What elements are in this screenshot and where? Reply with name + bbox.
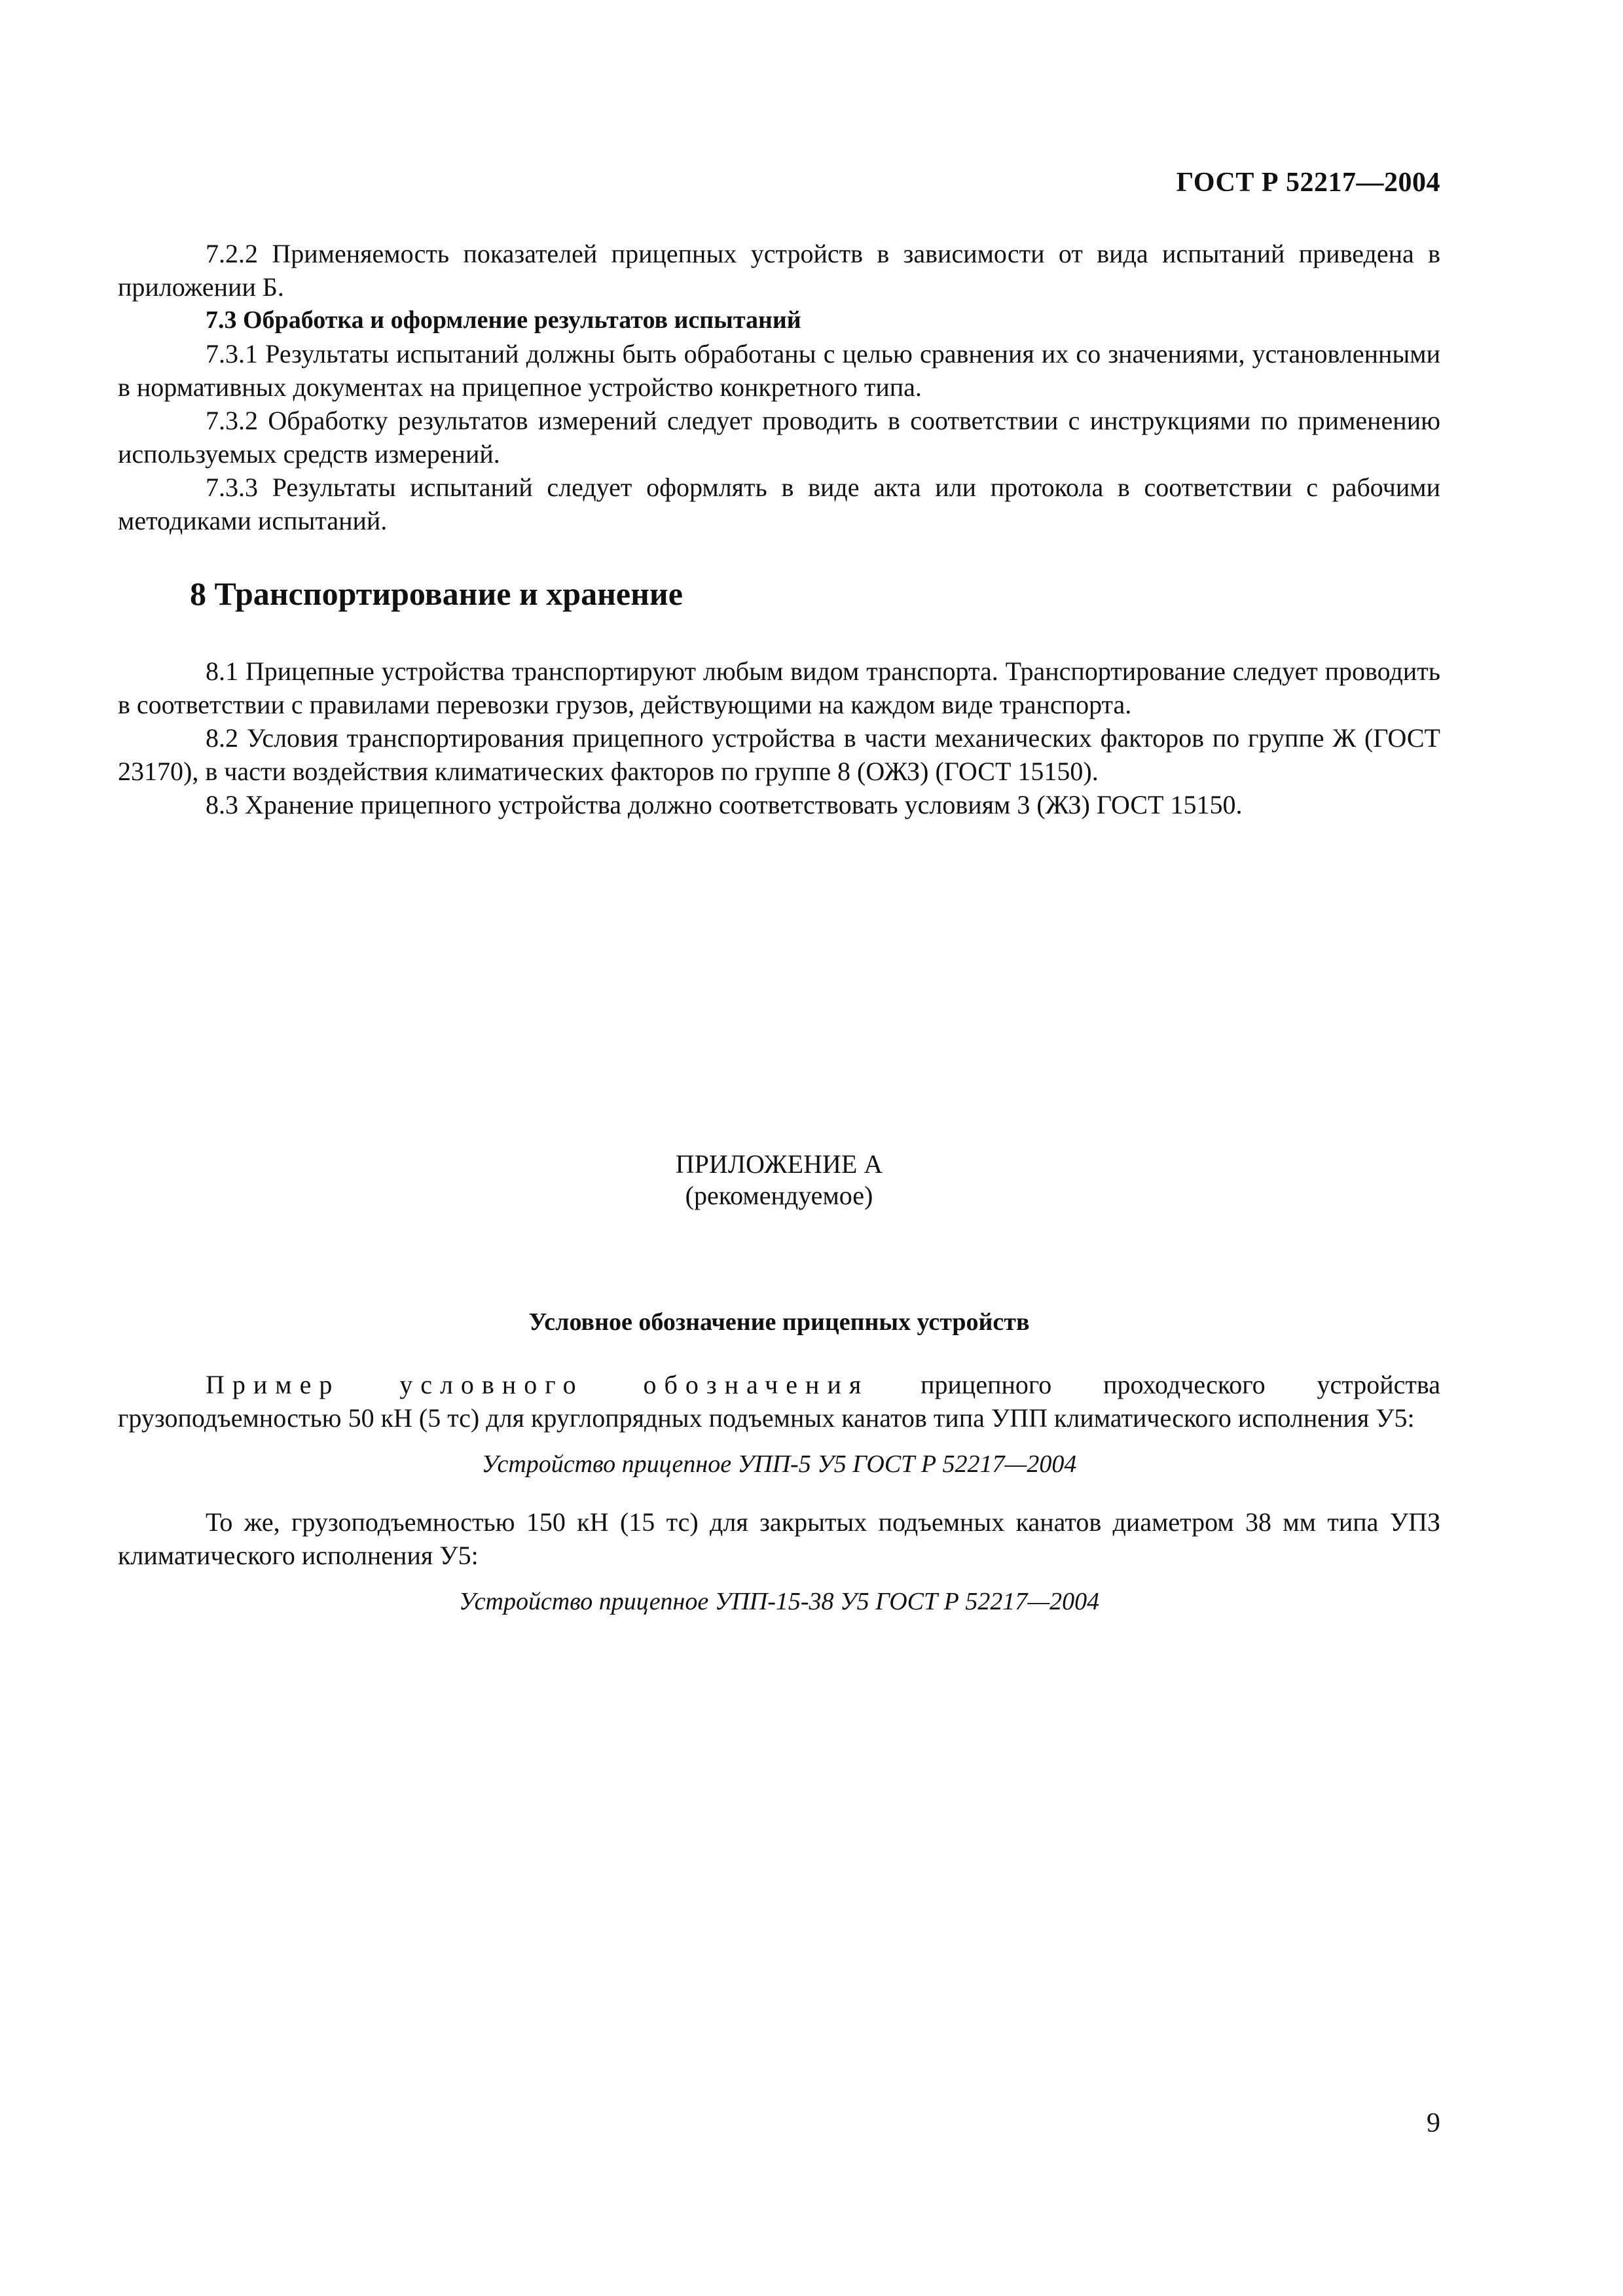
section-7-block (118, 237, 1440, 537)
paragraph-7-2-2: 7.2.2 Применяемость показателей прицепных устройств в зависимости от вида испытаний приведена в приложении Б. (118, 239, 1440, 302)
section-8-title: 8 Транспортирование и хранение (190, 575, 683, 612)
appendix-title: ПРИЛОЖЕНИЕ А (675, 1149, 883, 1179)
appendix-example-block (118, 1368, 1440, 1435)
paragraph-7-3-3: 7.3.3 Результаты испытаний следует оформлять в виде акта или протокола в соответствии с рабочими методиками испытаний. (118, 473, 1440, 535)
paragraph-8-3: 8.3 Хранение прицепного устройства должно соответствовать условиям 3 (ЖЗ) ГОСТ 15150. (206, 790, 1243, 819)
example-text: прицепного проходческого устройства грузоподъемностью 50 кН (5 тс) для круглопрядных подъемных канатов типа УПП климатического исполнения У5: (118, 1370, 1440, 1433)
section-8-block (118, 655, 1440, 821)
appendix-heading: Условное обозначение прицепных устройств (528, 1308, 1030, 1336)
example-paragraph (118, 1368, 1440, 1435)
appendix-subtitle: (рекомендуемое) (685, 1181, 873, 1210)
document-page (118, 0, 1440, 2296)
paragraph-7-3-2: 7.3.2 Обработку результатов измерений следует проводить в соответствии с инструкциями по применению используемых средств измерений. (118, 406, 1440, 469)
example-lead: Пример условного обозначения (206, 1370, 869, 1399)
example-designation-2: Устройство прицепное УПП-15-38 У5 ГОСТ Р 52217—2004 (458, 1588, 1100, 1615)
paragraph-8-2: 8.2 Условия транспортирования прицепного устройства в части механических факторов по группе Ж (ГОСТ 23170), в части воздействия климатических факторов по группе 8 (ОЖЗ) (ГОСТ 15150). (118, 723, 1440, 786)
page-number: 9 (1427, 2108, 1440, 2138)
appendix-title-block (118, 1149, 1440, 1211)
appendix-same-block (118, 1505, 1440, 1572)
example-designation-1: Устройство прицепное УПП-5 У5 ГОСТ Р 52217—2004 (481, 1450, 1077, 1478)
document-code-header: ГОСТ Р 52217—2004 (1176, 168, 1440, 198)
paragraph-7-3-1: 7.3.1 Результаты испытаний должны быть обработаны с целью сравнения их со значениями, установленными в нормативных документах на прицепное устройство конкретного типа. (118, 339, 1440, 402)
subsection-heading-7-3: 7.3 Обработка и оформление результатов испытаний (206, 306, 801, 334)
paragraph-same: То же, грузоподъемностью 150 кН (15 тс) для закрытых подъемных канатов диаметром 38 мм типа УПЗ климатического исполнения У5: (118, 1507, 1440, 1570)
paragraph-8-1: 8.1 Прицепные устройства транспортируют любым видом транспорта. Транспортирование следует проводить в соответствии с правилами перевозки грузов, действующими на каждом виде транспорта. (118, 656, 1440, 719)
